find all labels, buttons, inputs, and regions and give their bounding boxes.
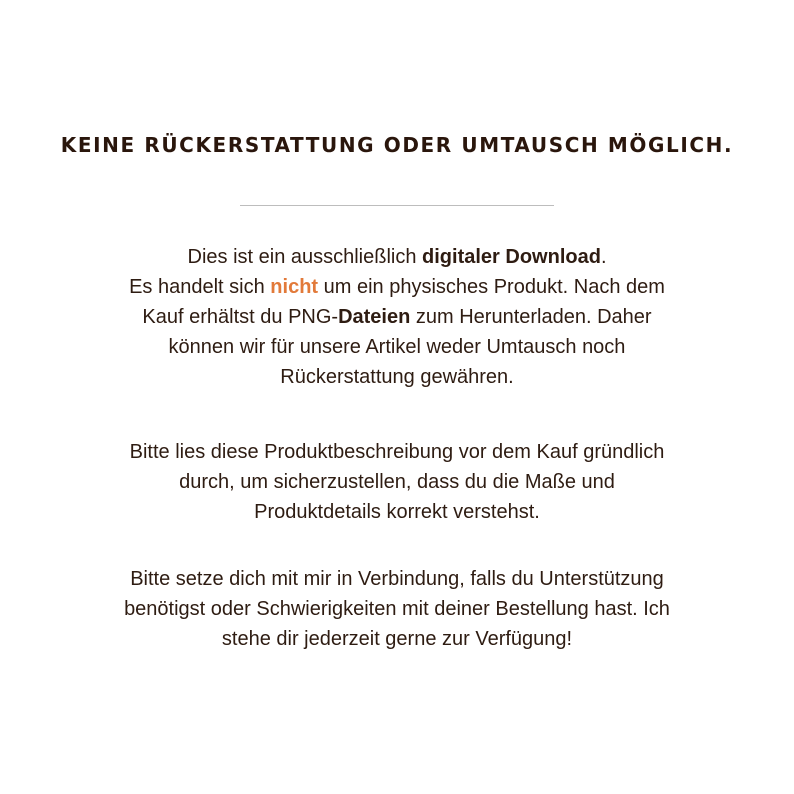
text-segment: Kauf erhältst du PNG- bbox=[142, 306, 339, 328]
read-description-paragraph bbox=[60, 437, 734, 527]
text-line: Produktdetails korrekt verstehst. bbox=[254, 501, 540, 523]
text-line: Bitte setze dich mit mir in Verbindung, falls du Unterstützung bbox=[130, 568, 664, 590]
text-line: Bitte lies diese Produktbeschreibung vor dem Kauf gründlich bbox=[129, 441, 665, 463]
text-segment: Es handelt sich bbox=[129, 276, 271, 298]
text-line bbox=[60, 302, 734, 332]
contact-paragraph bbox=[60, 564, 734, 654]
digital-download-emphasis: digitaler Download bbox=[422, 246, 601, 268]
page-title: KEINE RÜCKERSTATTUNG ODER UMTAUSCH MÖGLICH. bbox=[60, 133, 734, 157]
text-line bbox=[60, 242, 734, 272]
text-line: stehe dir jederzeit gerne zur Verfügung! bbox=[221, 628, 573, 650]
text-segment: . bbox=[600, 246, 607, 268]
text-segment: um ein physisches Produkt. Nach dem bbox=[318, 276, 665, 298]
divider bbox=[240, 205, 554, 206]
text-line: durch, um sicherzustellen, dass du die Maße und bbox=[179, 471, 615, 493]
digital-download-paragraph bbox=[60, 242, 734, 392]
text-line: benötigst oder Schwierigkeiten mit deiner Bestellung hast. Ich bbox=[124, 598, 670, 620]
text-line bbox=[60, 272, 734, 302]
dateien-emphasis: Dateien bbox=[338, 306, 411, 328]
text-segment: Dies ist ein ausschließlich bbox=[187, 246, 423, 268]
text-segment: zum Herunterladen. Daher bbox=[410, 306, 652, 328]
text-line: können wir für unsere Artikel weder Umtausch noch bbox=[168, 336, 626, 358]
nicht-emphasis: nicht bbox=[270, 276, 319, 298]
text-line: Rückerstattung gewähren. bbox=[280, 366, 514, 388]
